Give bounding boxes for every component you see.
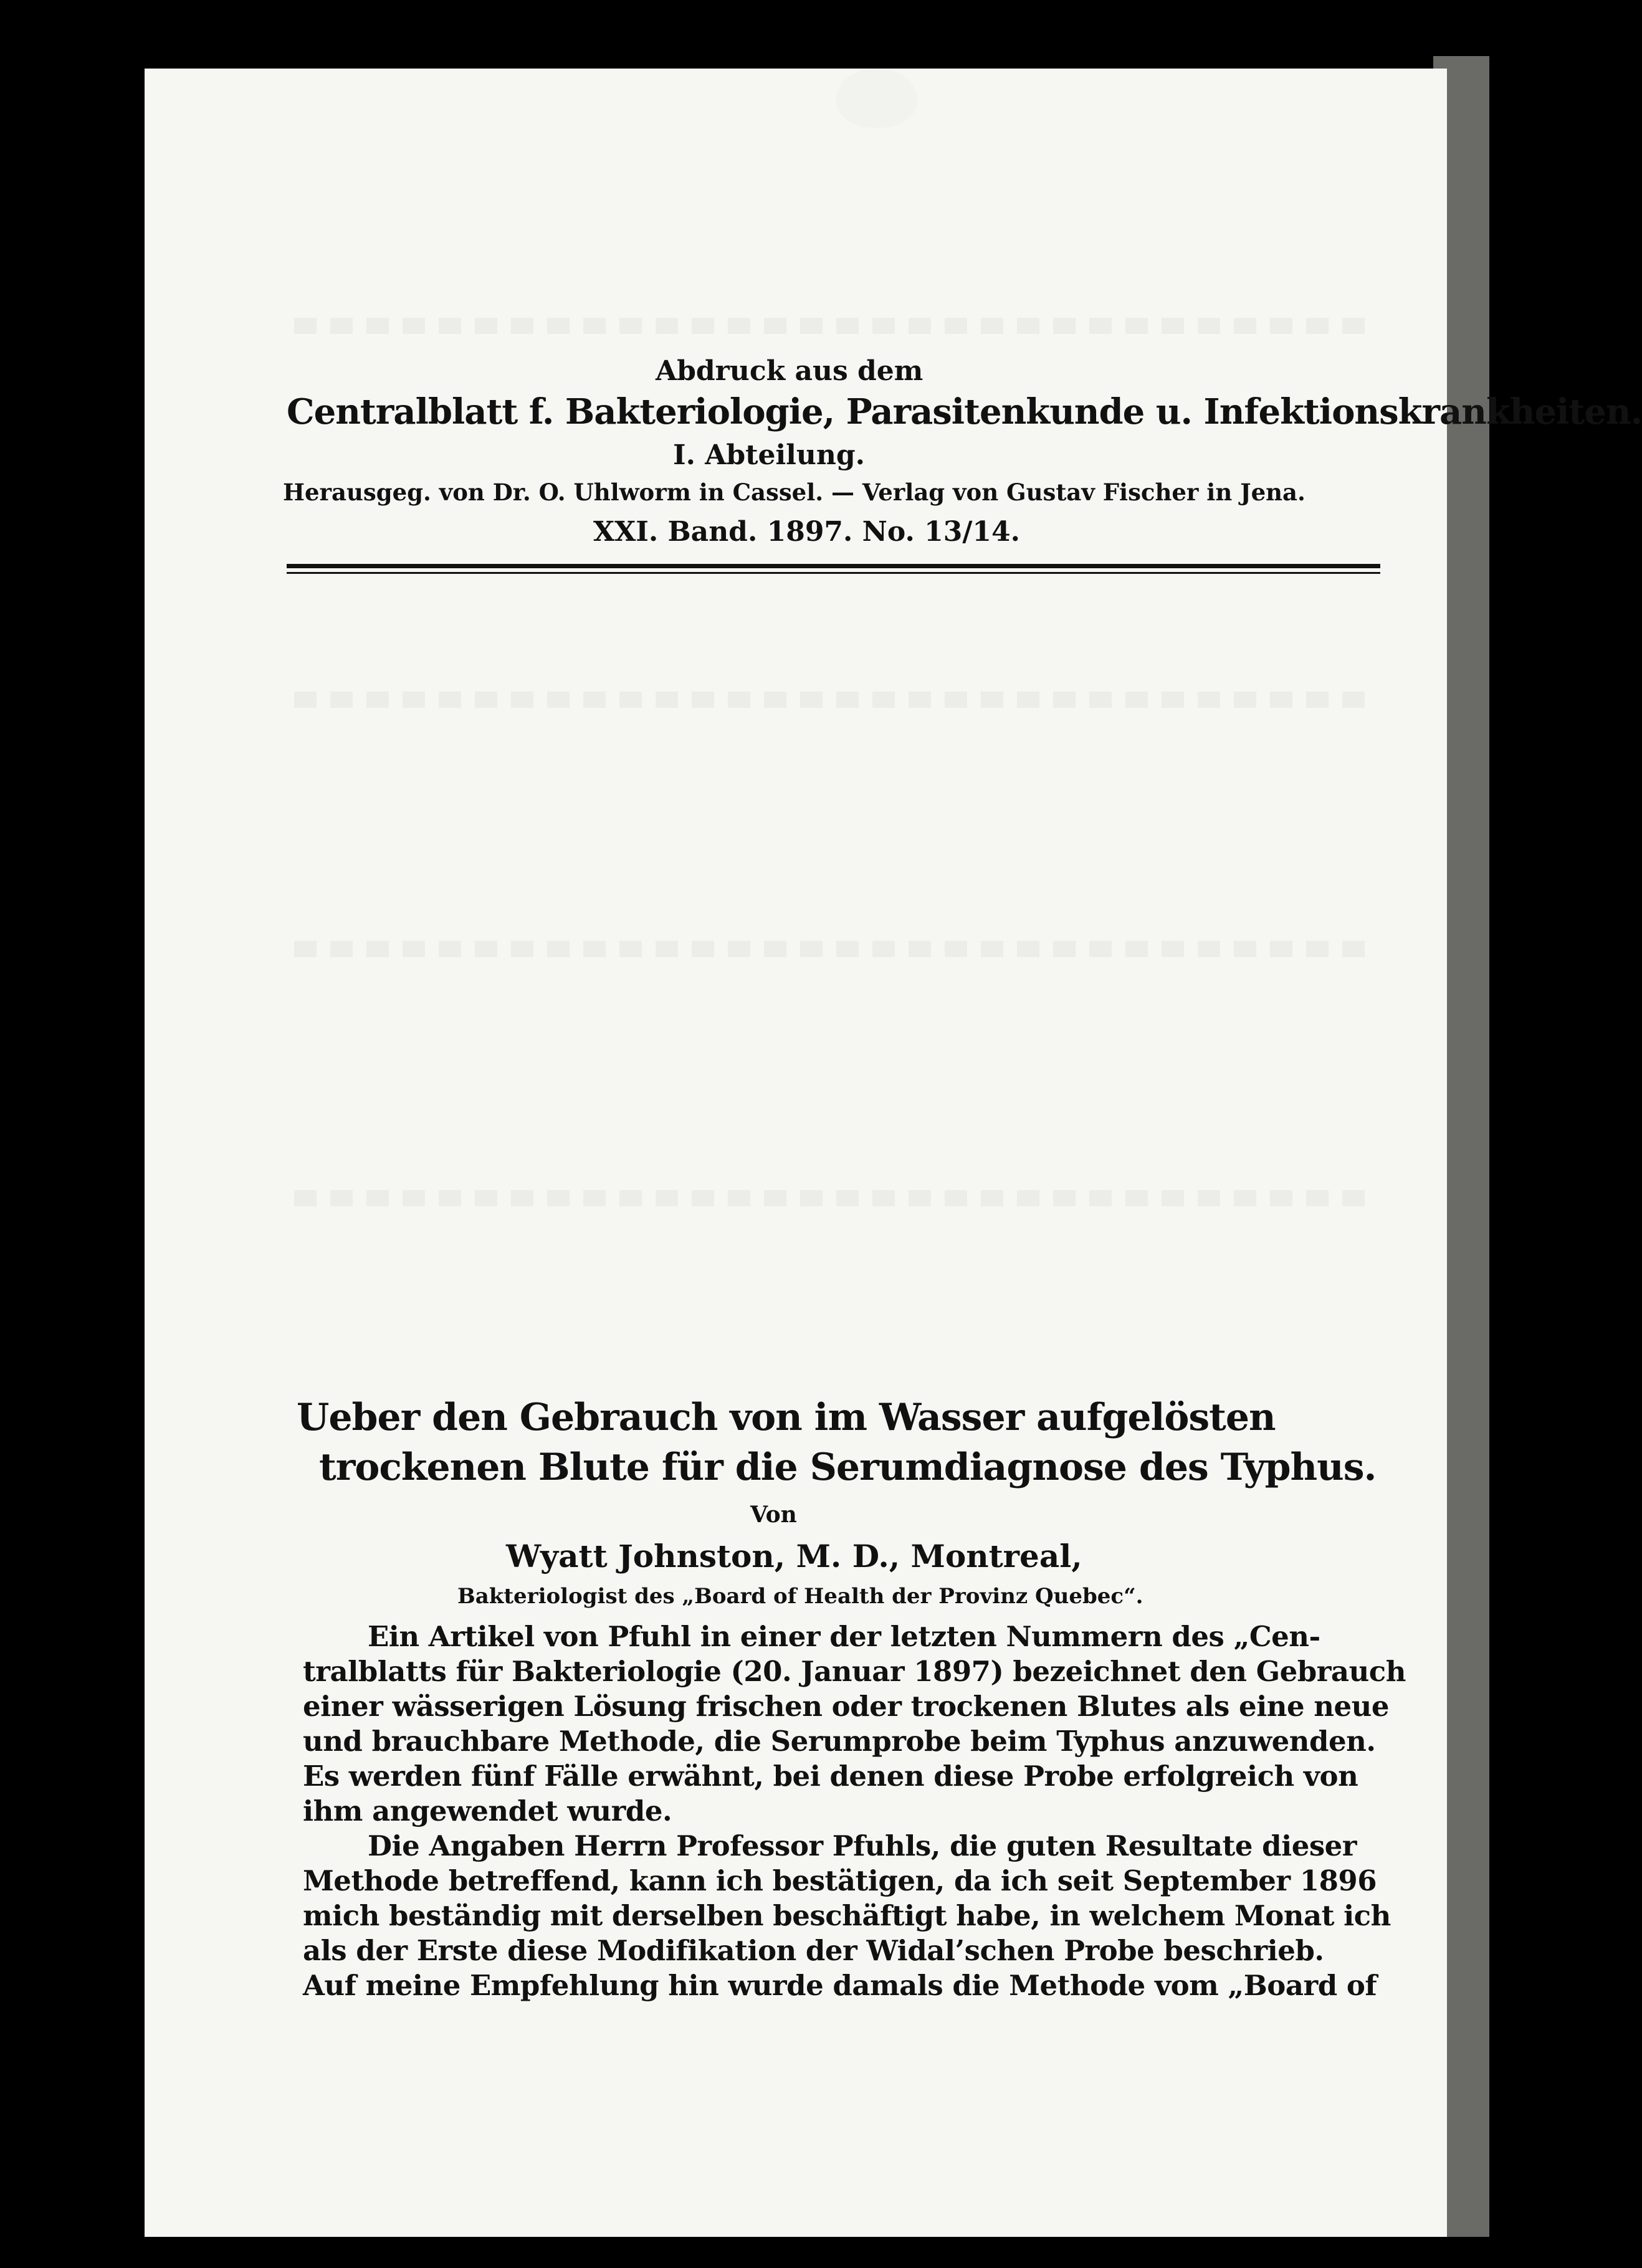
punch-hole — [836, 69, 917, 128]
body-line: tralblatts für Bakteriologie (20. Januar 1897) bezeichnet den Gebrauch — [303, 1655, 1406, 1688]
article-title-line-2: trockenen Blute für die Serumdiagnose des Typhus. — [319, 1446, 1377, 1489]
body-line: ihm angewendet wurde. — [303, 1794, 672, 1827]
bleed-through-text — [294, 318, 1366, 334]
author-affiliation: Bakteriologist des „Board of Health der Provinz Quebec“. — [457, 1584, 1143, 1609]
header-rule — [287, 564, 1380, 568]
article-title-line-1: Ueber den Gebrauch von im Wasser aufgelösten — [297, 1396, 1276, 1439]
header-rule-thin — [287, 572, 1380, 574]
body-line: mich beständig mit derselben beschäftigt habe, in welchem Monat ich — [303, 1899, 1391, 1932]
volume-info: XXI. Band. 1897. No. 13/14. — [593, 516, 1020, 548]
body-line: Die Angaben Herrn Professor Pfuhls, die guten Resultate dieser — [368, 1829, 1357, 1862]
author: Wyatt Johnston, M. D., Montreal, — [506, 1538, 1082, 1575]
body-line: einer wässerigen Lösung frischen oder trockenen Blutes als eine neue — [303, 1690, 1389, 1723]
journal-title: Centralblatt f. Bakteriologie, Parasitenkunde u. Infektionskrankheiten. — [287, 391, 1642, 432]
bleed-through-text — [294, 1190, 1366, 1206]
body-line: Ein Artikel von Pfuhl in einer der letzten Nummern des „Cen- — [368, 1620, 1320, 1653]
body-line: Methode betreffend, kann ich bestätigen, da ich seit September 1896 — [303, 1864, 1377, 1897]
bleed-through-text — [294, 692, 1366, 708]
body-line: und brauchbare Methode, die Serumprobe beim Typhus anzuwenden. — [303, 1725, 1376, 1758]
editor-publisher: Herausgeg. von Dr. O. Uhlworm in Cassel. — Verlag von Gustav Fischer in Jena. — [283, 479, 1305, 506]
body-line: Auf meine Empfehlung hin wurde damals die Methode vom „Board of — [303, 1969, 1377, 2002]
bleed-through-text — [294, 941, 1366, 957]
document-page — [145, 69, 1642, 2237]
body-line: Es werden fünf Fälle erwähnt, bei denen diese Probe erfolgreich von — [303, 1760, 1358, 1793]
body-line: als der Erste diese Modifikation der Widal’schen Probe beschrieb. — [303, 1934, 1324, 1967]
byline-von: Von — [750, 1502, 797, 1528]
journal-section: I. Abteilung. — [673, 439, 865, 471]
offprint-note: Abdruck aus dem — [656, 355, 924, 387]
